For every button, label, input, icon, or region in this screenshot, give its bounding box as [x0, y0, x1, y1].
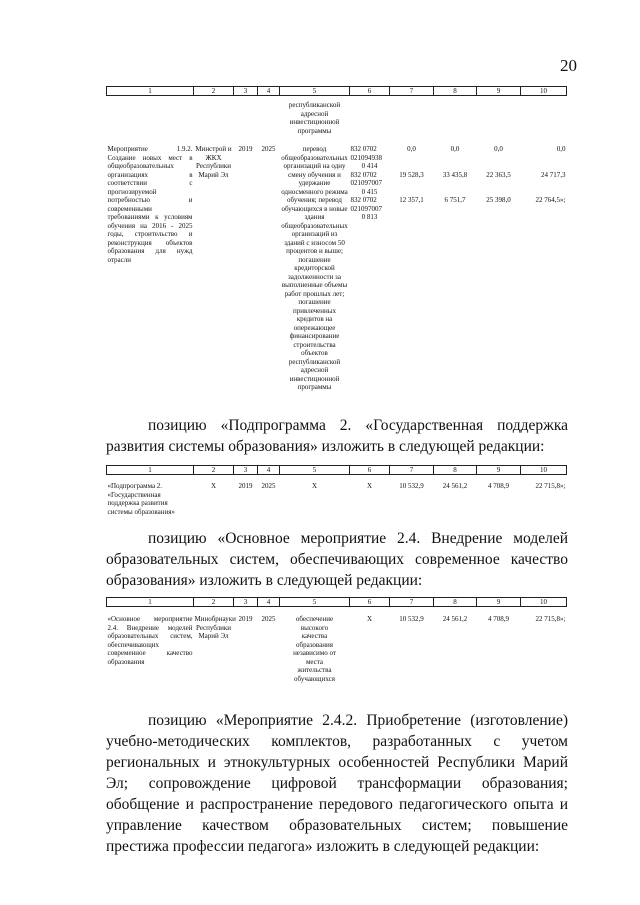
table-cell-code: X [366, 482, 373, 490]
paragraph-main-measure-2-4: позицию «Основное мероприятие 2.4. Внедрение моделей образовательных систем, обеспечивающих современное качество образования» изложить в следующей редакции: [106, 530, 568, 589]
code-line: 832 0702 [350, 170, 377, 179]
code-line: 021097007 [350, 179, 382, 187]
table-cell-executor: Минстрой и ЖКХ Республики Марий Эл [195, 145, 232, 179]
col-header: 8 [434, 598, 477, 607]
table-3 [106, 597, 567, 683]
table-cell-name: «Подпрограмма 2. «Государственная поддержка развития системы образования» [107, 482, 175, 516]
code-line: 832 0702 [350, 196, 377, 204]
col-header: 6 [350, 598, 390, 607]
table-cell-executor: X [210, 482, 217, 490]
col-header: 5 [280, 598, 350, 607]
table-2 [106, 465, 567, 516]
table-cell-value: 10 532,9 [399, 615, 424, 623]
col-header: 5 [280, 87, 350, 96]
table-cell-value: 10 532,9 [399, 482, 424, 490]
col-header: 3 [234, 87, 258, 96]
col-header: 2 [194, 466, 234, 475]
col-header: 8 [434, 466, 477, 475]
table-cell-value: 22 715,8»; [535, 482, 566, 490]
table-cell-start: 2019 [238, 615, 253, 623]
col-header: 10 [521, 466, 567, 475]
table-row [107, 607, 567, 684]
table-cell-name: Мероприятие 1.9.2. Создание новых мест в общеобразовательных организациях в соответствии с прогнозируемой потребностью и современными требованиями к условиям обучения на 2016 - 2025 годы, строительство и реконструкция объектов образования для нужд отрасли [107, 145, 193, 264]
table-2-header [107, 466, 567, 475]
col-header: 9 [477, 87, 521, 96]
table-cell-value: 24 561,2 [442, 615, 468, 623]
table-3-header [107, 598, 567, 607]
col-header: 4 [258, 466, 280, 475]
col-header: 10 [521, 598, 567, 607]
table-cell-result: X [311, 482, 318, 490]
table-cell-codes [350, 145, 390, 392]
col-header: 10 [521, 87, 567, 96]
table-cell-start: 2019 [238, 482, 253, 490]
col-header: 1 [107, 598, 194, 607]
table-cell-end: 2025 [261, 482, 276, 490]
table-cell-result: перевод общеобразовательных организаций на одну смену обучения и удержание односменного режима обучения; перевод обучающихся в новые здания общеобразовательных организаций из зданий с износом 50 процентов и выше; погашение кредиторской задолженности за выполненные объемы работ прошлых лет; погашение привлеченных кредитов на опережающее финансирование строительства объектов республиканской адресной инвестиционной программы [281, 145, 348, 391]
col-header: 7 [390, 598, 434, 607]
table-cell-start: 2019 [238, 145, 253, 153]
table-1 [106, 86, 567, 392]
table-cell-value: 0,0 22 363,5 25 398,0 [486, 145, 511, 204]
col-header: 3 [234, 466, 258, 475]
col-header: 4 [258, 598, 280, 607]
table-cell-name: «Основное мероприятие 2.4. Внедрение моделей образовательных систем, обеспечивающих современное качество образования [107, 615, 193, 666]
table-cell-result: обеспечение высокого качества образования независимо от места жительства обучающихся [293, 615, 336, 683]
table-cell-end: 2025 [261, 615, 276, 623]
col-header: 5 [280, 466, 350, 475]
paragraph-subprogram-2: позицию «Подпрограмма 2. «Государственная поддержка развития системы образования» изложить в следующей редакции: [106, 417, 568, 455]
code-line: 0 813 [361, 213, 378, 221]
table-cell-value: 0,0 24 717,3 22 764,5»; [535, 145, 566, 204]
col-header: 9 [477, 466, 521, 475]
table-cell-value: 4 708,9 [488, 482, 509, 490]
col-header: 2 [194, 598, 234, 607]
col-header: 6 [350, 87, 390, 96]
table-1-header [107, 87, 567, 96]
table-cell-value: 0,0 33 435,8 6 751,7 [442, 145, 468, 204]
table-cell-executor: Минобрнауки Республики Марий Эл [194, 615, 236, 640]
table-cell-code: X [366, 615, 373, 623]
page-number: 20 [560, 56, 577, 75]
col-header: 7 [390, 466, 434, 475]
table-cell-result-continued: республиканской адресной инвестиционной программы [288, 101, 341, 135]
table-cell-end: 2025 [261, 145, 276, 153]
col-header: 1 [107, 87, 194, 96]
table-row [107, 475, 567, 517]
col-header: 6 [350, 466, 390, 475]
code-line: 021097007 [350, 204, 382, 213]
table-row [107, 96, 567, 146]
table-cell-value: 22 715,8»; [535, 615, 566, 623]
table-cell-value: 24 561,2 [442, 482, 468, 490]
col-header: 2 [194, 87, 234, 96]
code-line: 0 415 [361, 187, 378, 196]
col-header: 1 [107, 466, 194, 475]
table-row [107, 145, 567, 392]
table-cell-value: 0,0 19 528,3 12 357,1 [399, 145, 424, 204]
code-line: 832 0702 [350, 145, 377, 153]
col-header: 7 [390, 87, 434, 96]
code-line: 0 414 [361, 162, 378, 170]
col-header: 9 [477, 598, 521, 607]
paragraph-measure-2-4-2: позицию «Мероприятие 2.4.2. Приобретение (изготовление) учебно-методических комплектов, разработанных с учетом региональных и этнокультурных особенностей Республики Марий Эл; сопровождение цифровой трансформации образования; обобщение и распространение передового педагогического опыта и управление качеством образовательных систем; повышение престижа профессии педагога» изложить в следующей редакции: [106, 712, 568, 855]
col-header: 8 [434, 87, 477, 96]
col-header: 4 [258, 87, 280, 96]
col-header: 3 [234, 598, 258, 607]
code-line: 021094938 [350, 153, 382, 162]
table-cell-value: 4 708,9 [488, 615, 509, 623]
